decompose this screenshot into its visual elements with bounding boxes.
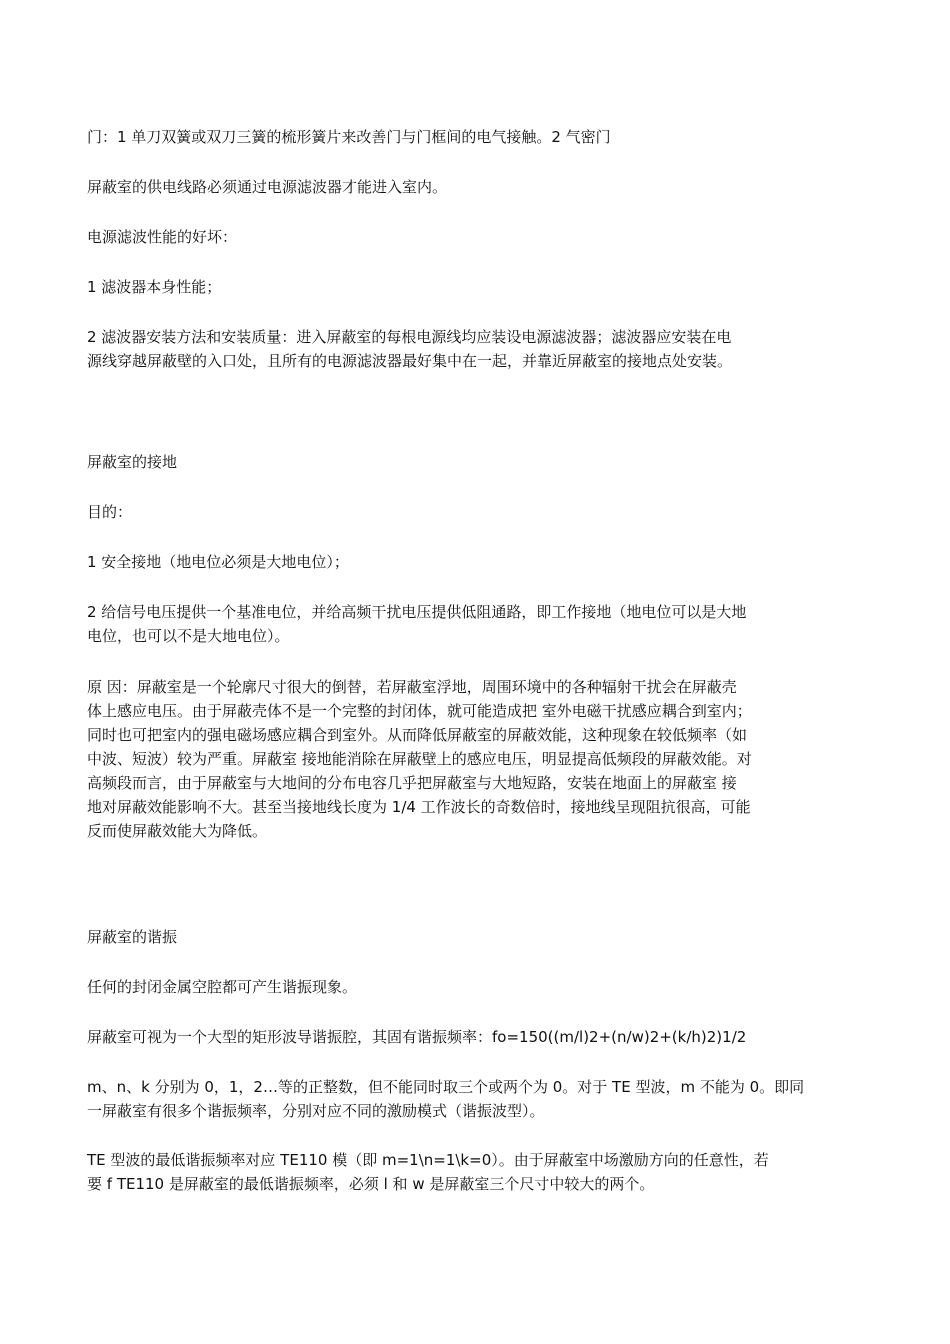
text-line: 要 f TE110 是屏蔽室的最低谐振频率，必须 l 和 w 是屏蔽室三个尺寸中较大的两个。	[87, 1175, 655, 1193]
paragraph-resonance-intro	[87, 975, 817, 999]
text-line: 2 滤波器安装方法和安装质量：进入屏蔽室的每根电源线均应装设电源滤波器；滤波器应安装在电	[87, 328, 732, 346]
section-heading: 屏蔽室的谐振	[87, 928, 178, 946]
text-line: 一屏蔽室有很多个谐振频率，分别对应不同的激励模式（谐振波型）。	[87, 1102, 545, 1120]
text-line: TE 型波的最低谐振频率对应 TE110 模（即 m=1\n=1\k=0）。由于屏蔽室中场激励方向的任意性，若	[87, 1151, 769, 1169]
paragraph-mode-indices	[87, 1075, 817, 1123]
text-line: m、n、k 分别为 0，1，2…等的正整数，但不能同时取三个或两个为 0。对于 TE 型波，m 不能为 0。即同	[87, 1078, 805, 1096]
text-line: 反而使屏蔽效能大为降低。	[87, 822, 268, 840]
text-line: 地对屏蔽效能影响不大。甚至当接地线长度为 1/4 工作波长的奇数倍时，接地线呈现阻抗很高，可能	[87, 798, 751, 816]
text-line: 屏蔽室的供电线路必须通过电源滤波器才能进入室内。	[87, 178, 448, 196]
paragraph-filter-item-1	[87, 275, 817, 299]
heading-grounding	[87, 450, 817, 474]
paragraph-reason	[87, 675, 817, 843]
paragraph-te-mode	[87, 1148, 817, 1196]
paragraph-purpose-item-1	[87, 550, 817, 574]
paragraph-filter-quality	[87, 225, 817, 249]
text-line: 1 安全接地（地电位必须是大地电位）；	[87, 553, 349, 571]
text-line: 电源滤波性能的好坏：	[87, 228, 238, 246]
text-line: 同时也可把室内的强电磁场感应耦合到室外。从而降低屏蔽室的屏蔽效能，这种现象在较低频率（如	[87, 726, 748, 744]
text-line: 门：1 单刀双簧或双刀三簧的梳形簧片来改善门与门框间的电气接触。2 气密门	[87, 128, 611, 146]
paragraph-purpose	[87, 500, 817, 524]
text-line: 电位，也可以不是大地电位）。	[87, 627, 290, 645]
heading-resonance	[87, 925, 817, 949]
text-line: 目的：	[87, 503, 133, 521]
text-line: 原 因：屏蔽室是一个轮廓尺寸很大的倒替，若屏蔽室浮地，周围环境中的各种辐射干扰会在屏蔽壳	[87, 678, 737, 696]
text-line: 源线穿越屏蔽壁的入口处，且所有的电源滤波器最好集中在一起，并靠近屏蔽室的接地点处安装。	[87, 352, 733, 370]
paragraph-power-line	[87, 175, 817, 199]
text-line: 中波、短波）较为严重。屏蔽室 接地能消除在屏蔽壁上的感应电压，明显提高低频段的屏蔽效能。对	[87, 750, 752, 768]
section-heading: 屏蔽室的接地	[87, 453, 178, 471]
paragraph-resonance-formula	[87, 1025, 817, 1049]
text-line: 高频段而言，由于屏蔽室与大地间的分布电容几乎把屏蔽室与大地短路，安装在地面上的屏蔽室 接	[87, 774, 737, 792]
text-line: 1 滤波器本身性能；	[87, 278, 222, 296]
text-line: 任何的封闭金属空腔都可产生谐振现象。	[87, 978, 358, 996]
paragraph-door	[87, 125, 817, 149]
text-line: 体上感应电压。由于屏蔽壳体不是一个完整的封闭体，就可能造成把 室外电磁干扰感应耦合到室内；	[87, 702, 752, 720]
text-line: 屏蔽室可视为一个大型的矩形波导谐振腔，其固有谐振频率：fo=150((m/l)2+(n/w)2+(k/h)2)1/2	[87, 1028, 747, 1046]
paragraph-purpose-item-2	[87, 600, 817, 648]
text-line: 2 给信号电压提供一个基准电位，并给高频干扰电压提供低阻通路，即工作接地（地电位可以是大地	[87, 603, 747, 621]
paragraph-filter-item-2	[87, 325, 817, 373]
